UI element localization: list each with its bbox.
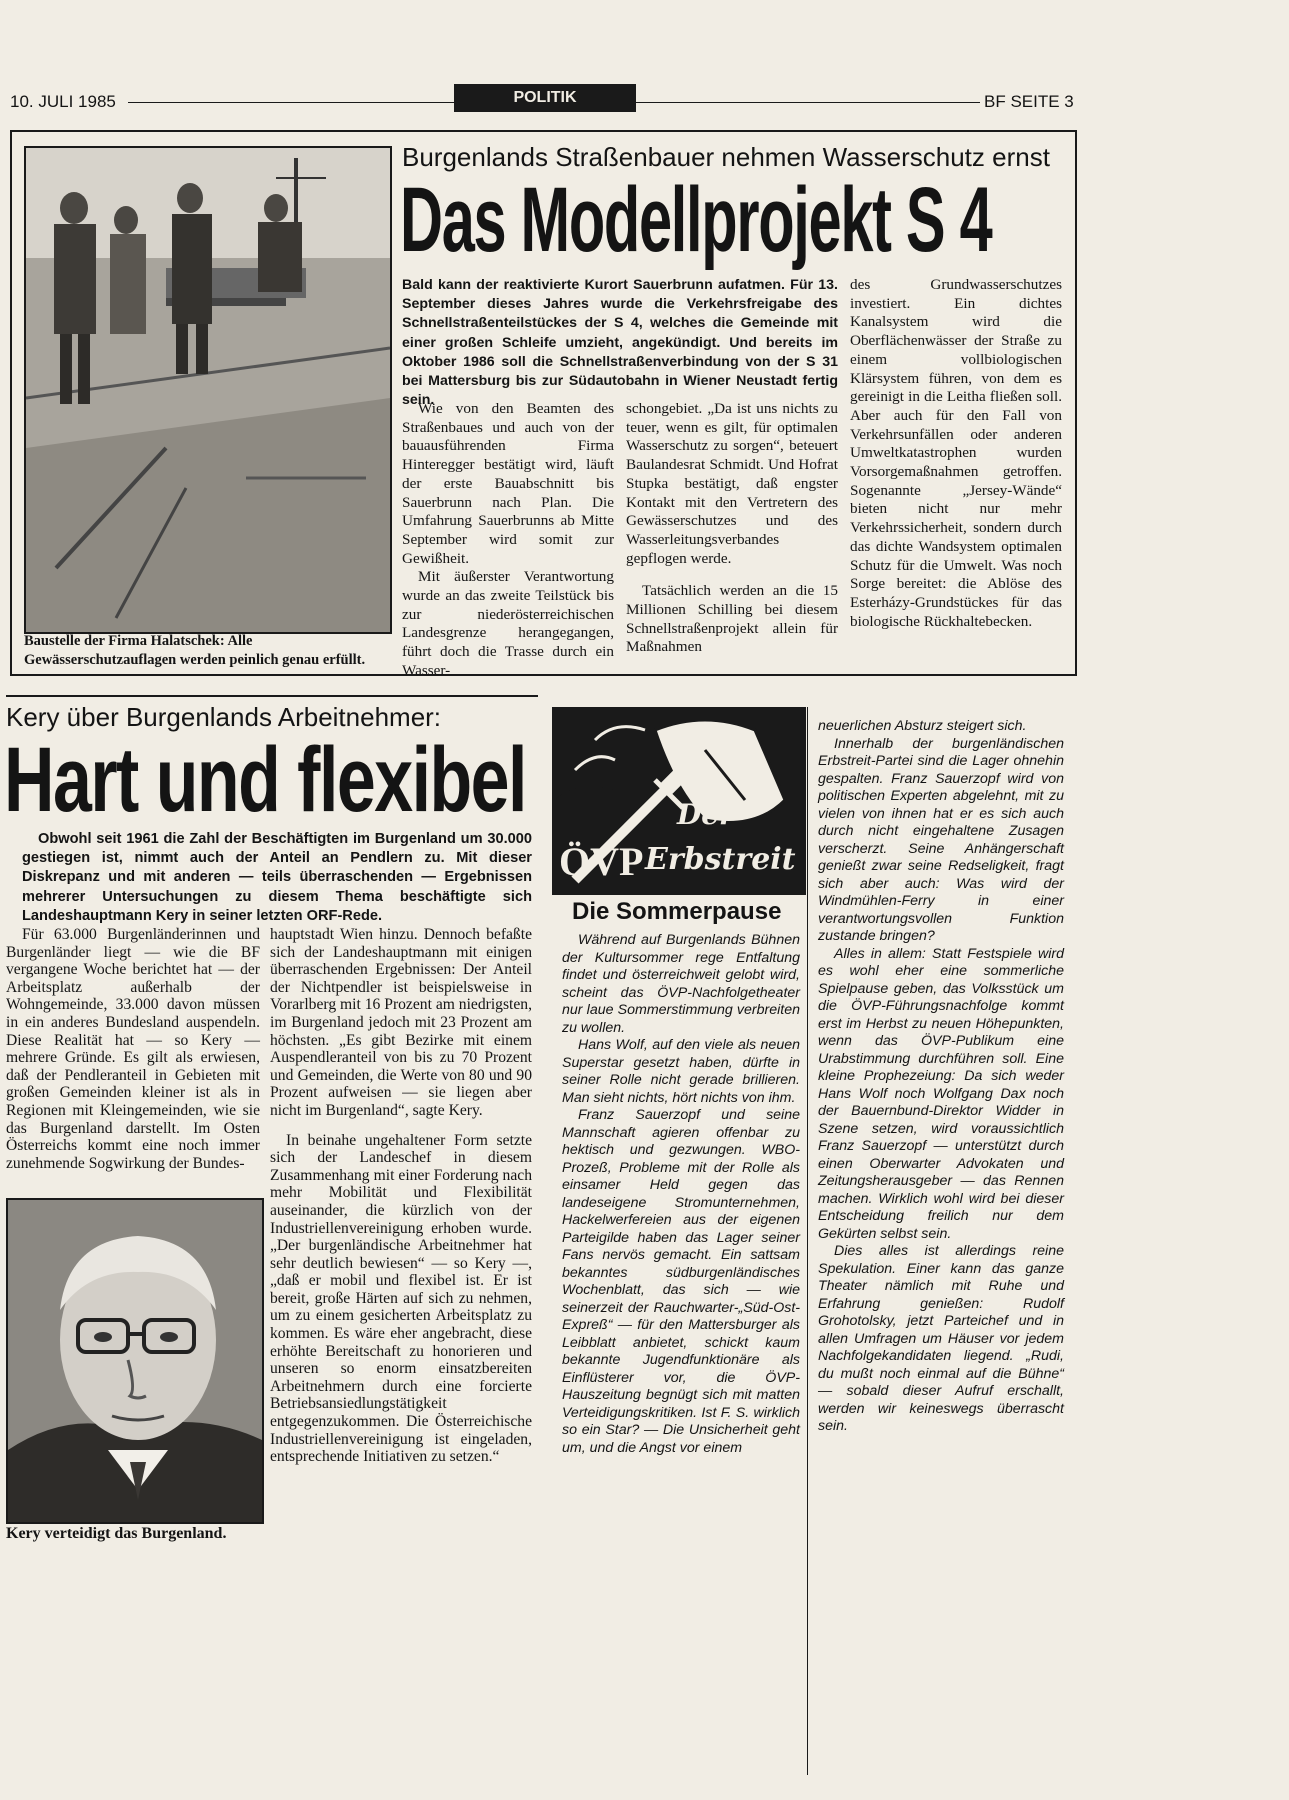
article2-kicker: Kery über Burgenlands Arbeitnehmer: xyxy=(6,702,442,732)
article1-col1-p1: Wie von den Beamten des Straßenbaues und auch von der bauausführenden Firma Hinteregger bestätigt wird, läuft der erste Bauabschnitt bis Sauerbrunn nach Plan. Die Umfahrung Sauerbrunns ab Mitte September wird somit zur Gewißheit. xyxy=(402,400,614,567)
article2-lead-text: Obwohl seit 1961 die Zahl der Beschäftigten im Burgenland um 30.000 gestiegen ist, nimmt auch der Anteil an Pendlern zu. Mit dieser Diskrepanz und mit anderen — teils überraschenden — Ergebnissen mehrerer Untersuchungen zu diesem Thema beschäftigte sich Landeshauptmann Kery in seiner letzten ORF-Rede. xyxy=(22,831,532,924)
article3-col2-p3: Alles in allem: Statt Festspiele wird es wohl eher eine sommerliche Spielpause geben, das Volksstück um die ÖVP-Führungsnachfolge kommt erst im Herbst zu neuen Höhepunkten, wenn das ÖVP-Publikum eine Urabstimmung durchführen soll. Eine kleine Prophezeiung: Da sich weder Hans Wolf noch Wolfgang Dax noch der Bauernbund-Direktor Widder in Szene setzen, wird voraussichtlich Franz Sauerzopf — unterstützt durch einen Oberwarter Advokaten und Zeitungsherausgeber — das Rennen machen. Wirklich wohl wird bei dieser Entscheidung freilich nur dem Gekürten selbst sein. xyxy=(818,945,1064,1242)
article2-col1-p1: Für 63.000 Burgenländerinnen und Burgenländer liegt — wie die BF vergangene Woche berichtet hat — der Arbeitsplatz außerhalb der Wohngemeinde, 33.000 davon müssen in ein anderes Bundesland auspendeln. Diese Realität hat — so Kery — mehrere Gründe. Es gilt als erwiesen, daß der Pendleranteil in Gebieten mit großen Gemeinden kleiner ist als in Regionen mit Kleingemeinden, wie sie das Burgenland darstellt. Im Osten Österreichs kommt eine noch immer zunehmende Sogwirkung der Bundes- xyxy=(6,926,260,1172)
article3-col2-p4: Dies alles ist allerdings reine Spekulation. Einer kann das ganze Theater nämlich mit Ruhe und Erfahrung genießen: Rudolf Grohotolsky, jetzt Parteichef und in allen Umfragen um Häuser vor jedem Nachfolgekandidaten liegend. „Rudi, du mußt noch einmal auf die Bühne“ — sobald dieser Aufruf erschallt, werden wir keineswegs überrascht sein. xyxy=(818,1243,1064,1434)
article3-col1-p2: Hans Wolf, auf den viele als neuen Superstar gesetzt haben, dürfte in seiner Rolle nicht gerade brillieren. Man sieht nichts, hört nichts von ihm. xyxy=(562,1037,800,1106)
article1-lead-text: Bald kann der reaktivierte Kurort Sauerbrunn aufatmen. Für 13. September dieses Jahres wurde die Verkehrsfreigabe des Schnellstraßenteilstückes der S 4, welches die Gemeinde mit einer großen Schleife umzieht, angekündigt. Und bereits im Oktober 1986 soll die Schnellstraßenverbindung von der S 31 bei Mattersburg bis zur Südautobahn in Wiener Neustadt fertig sein. xyxy=(402,277,838,409)
article3-col2-p2: Innerhalb der burgenländischen Erbstreit-Partei sind die Lager ohnehin gespalten. Franz Sauerzopf wird von politischen Experten abgelehnt, mit zu vielen von ihnen hat er es sich auch durch nicht eingehaltene Zusagen verscherzt. Seine Anhängerschaft genießt zwar seine Redseligkeit, fragt sich aber auch: Was wird der Windmühlen-Ferry in einer verantwortungsvollen Funktion zustande bringen? xyxy=(818,735,1064,944)
portrait-image xyxy=(8,1200,262,1522)
article2-col2 xyxy=(270,926,532,1466)
article2-headline: Hart und flexibel xyxy=(4,729,526,831)
article3-col2 xyxy=(818,718,1064,1436)
logo-der: Der xyxy=(677,798,734,831)
article2-col1 xyxy=(6,926,260,1172)
article3-col2-p1: neuerlichen Absturz steigert sich. xyxy=(818,718,1027,734)
article1-col3 xyxy=(850,276,1062,631)
article1-col1-p2: Mit äußerster Verantwortung wurde an das zweite Teilstück bis zur niederösterreichischen Landesgrenze herangegangen, führt doch die Trasse durch ein Wasser- xyxy=(402,568,614,679)
article1-kicker: Burgenlands Straßenbauer nehmen Wasserschutz ernst xyxy=(402,142,1050,172)
article3-headline: Die Sommerpause xyxy=(572,898,782,925)
article2-photo-caption: Kery verteidigt das Burgenland. xyxy=(6,1525,227,1542)
article2-col2-p2: In beinahe ungehaltener Form setzte sich der Landeschef in diesem Zusammenhang mit einer Forderung nach mehr Mobilität und Flexibilität auseinander, die kürzlich von der Industriellenvereinigung erhoben wurde. „Der burgenländische Arbeitnehmer hat sehr deutlich bewiesen“ — so Kery —, „daß er mobil und flexibel ist. Er ist bereit, große Härten auf sich zu nehmen, um zu einem gesicherten Arbeitsplatz zu kommen. Es wäre eher angebracht, diese erhöhte Bereitschaft zu honorieren und unseren so enorm einsatzbereiten Arbeitnehmern durch eine forcierte Betriebsansiedlungstätigkeit entgegenzukommen. Die Österreichische Industriellenvereinigung ist eingeladen, entsprechende Initiativen zu setzen.“ xyxy=(270,1131,532,1466)
article3-col1-p3: Franz Sauerzopf und seine Mannschaft agieren offenbar zu hektisch und gezwungen. WBO-Prozeß, Probleme mit der Rolle als einsamer Held gegen das landeseigene Stromunternehmen, Hackelwerfereien aus der eigenen Parteigilde haben das Lager seiner Fans nervös gemacht. Ein sattsam bekanntes südburgenländisches Wochenblatt, das sich — wie seinerzeit der Rauchwarter-„Süd-Ost-Expreß“ — für den Mattersburger als Leibblatt anbietet, schickt kaum bekannte Jugendfunktionäre als Einflüsterer vor, die ÖVP-Hauszeitung begnügt sich mit matten Verteidigungskritiken. Ist F. S. wirklich so ein Star? — Die Unsicherheit geht um, und die Angst vor einem xyxy=(562,1107,800,1456)
header-rule-right xyxy=(636,102,980,103)
article3-col1 xyxy=(562,932,800,1457)
page-number: BF SEITE 3 xyxy=(984,92,1074,111)
article1-col1 xyxy=(402,400,614,681)
section-label xyxy=(454,84,636,112)
date-line: 10. JULI 1985 xyxy=(10,92,116,111)
article1-col2 xyxy=(626,400,838,657)
article1-lead xyxy=(402,276,838,410)
header-rule-left xyxy=(128,102,454,103)
article2-photo xyxy=(6,1198,264,1524)
article2-lead xyxy=(22,830,532,926)
article1-headline: Das Modellprojekt S 4 xyxy=(400,169,992,271)
section-label-text: POLITIK xyxy=(513,89,577,106)
article2-col2-p1: hauptstadt Wien hinzu. Dennoch befaßte sich der Landeshauptmann mit einigen überraschenden Ergebnissen: Der Anteil der Nichtpendler ist beispielsweise in Vorarlberg mit 16 Prozent am niedrigsten, im Burgenland jedoch mit 23 Prozent am höchsten. „Es gibt Bezirke mit einem Auspendleranteil von bis zu 70 Prozent und Gemeinden, die Werte von 80 und 90 Prozent aufweisen — sie liegen aber nicht im Burgenland“, sagte Kery. xyxy=(270,926,532,1119)
article1-photo-caption: Baustelle der Firma Halatschek: Alle Gewässerschutzauflagen werden peinlich genau erfüllt. xyxy=(24,633,366,668)
article3-col1-p1: Während auf Burgenlands Bühnen der Kultursommer rege Entfaltung findet und österreichweit gelobt wird, scheint das ÖVP-Nachfolgetheater nur laue Sommerstimmung verbreiten zu wollen. xyxy=(562,932,800,1036)
article1-col3-p1: des Grundwasserschutzes investiert. Ein dichtes Kanalsystem wird die Oberflächenwässer der Straße zu einem vollbiologischen Klärsystem führen, von dem es gereinigt in die Leitha fließen soll. Aber auch für den Fall von Verkehrsunfällen oder anderen Umweltkatastrophen wurden Vorsorgemaßnahmen getroffen. Sogenannte „Jersey-Wände“ bieten nicht nur mehr Verkehrssicherheit, sondern durch das dichte Wandsystem optimalen Schutz für die Umwelt. Was noch Sorge bereitet: die Ablöse des Esterházy-Grundstückes für das biologische Rückhaltebecken. xyxy=(850,276,1062,630)
article2-top-rule xyxy=(6,695,538,697)
article1-col2-p2: Tatsächlich werden an die 15 Millionen Schilling bei diesem Schnellstraßenprojekt allein für Maßnahmen xyxy=(626,582,838,656)
logo-erbstreit: Erbstreit xyxy=(645,842,796,877)
article1-col2-p1: schongebiet. „Da ist uns nichts zu teuer, wenn es gilt, für optimalen Wasserschutz zu sorgen“, beteuert Baulandesrat Schmidt. Und Hofrat Stupka bestätigt, daß engster Kontakt mit den Vertretern des Gewässerschutzes und des Wasserleitungsverbandes gepflogen werde. xyxy=(626,400,838,567)
article1-photo xyxy=(24,146,392,634)
logo-ovp: ÖVP xyxy=(559,839,644,884)
construction-site-image xyxy=(26,148,390,632)
erbstreit-logo xyxy=(552,707,806,895)
